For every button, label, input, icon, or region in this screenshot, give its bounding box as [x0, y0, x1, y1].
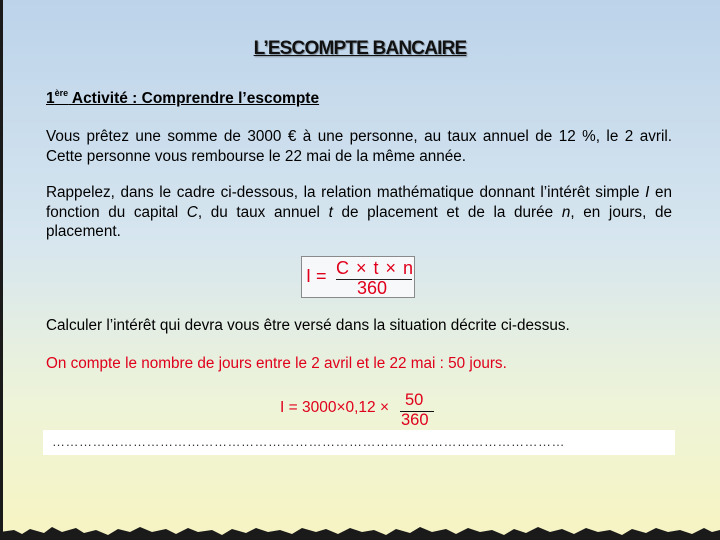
- activity-heading: [46, 88, 319, 108]
- activity-number-superscript: ère: [54, 88, 69, 98]
- page-title: L’ESCOMPTE BANCAIRE: [253, 38, 467, 59]
- instruction-paragraph: [46, 183, 672, 242]
- calculation-numerator: 50: [405, 391, 424, 409]
- var-duration: n: [561, 203, 571, 221]
- instruction-text-3: , du taux annuel: [197, 203, 329, 221]
- answer-days-paragraph: On compte le nombre de jours entre le 2 avril et le 22 mai : 50 jours.: [46, 355, 507, 372]
- formula-box[interactable]: [301, 256, 415, 298]
- formula-denominator: 360: [357, 278, 388, 298]
- var-interest: I: [645, 184, 650, 201]
- var-capital: C: [186, 203, 198, 221]
- var-rate: t: [328, 203, 333, 221]
- torn-edge-decoration: [0, 510, 720, 540]
- calculation-expression: I = 3000×0,12 ×: [280, 399, 390, 416]
- intro-paragraph: Vous prêtez une somme de 3000 € à une personne, au taux annuel de 12 %, le 2 avril. Cette personne vous rembourse le 22 mai de la même année.: [46, 128, 672, 165]
- calculation-denominator: 360: [401, 411, 429, 429]
- instruction-text-4: de placement et de la durée: [332, 203, 562, 221]
- instruction-text-5: , en jours, de placement.: [46, 203, 672, 240]
- answer-dotted-line: ……………………………………………………………………………………………………: [52, 434, 565, 449]
- instruction-text-2: en fonction du capital: [46, 184, 672, 221]
- activity-label: Activité : Comprendre l’escompte: [68, 90, 320, 107]
- question-paragraph: Calculer l’intérêt qui devra vous être versé dans la situation décrite ci-dessus.: [46, 317, 570, 334]
- formula-lhs: I =: [306, 266, 327, 286]
- instruction-text-1: Rappelez, dans le cadre ci-dessous, la relation mathématique donnant l’intérêt simple: [46, 184, 646, 201]
- activity-number: 1: [46, 90, 55, 107]
- formula-numerator: C × t × n: [336, 258, 415, 278]
- answer-field[interactable]: [43, 430, 675, 455]
- left-border: [0, 0, 3, 540]
